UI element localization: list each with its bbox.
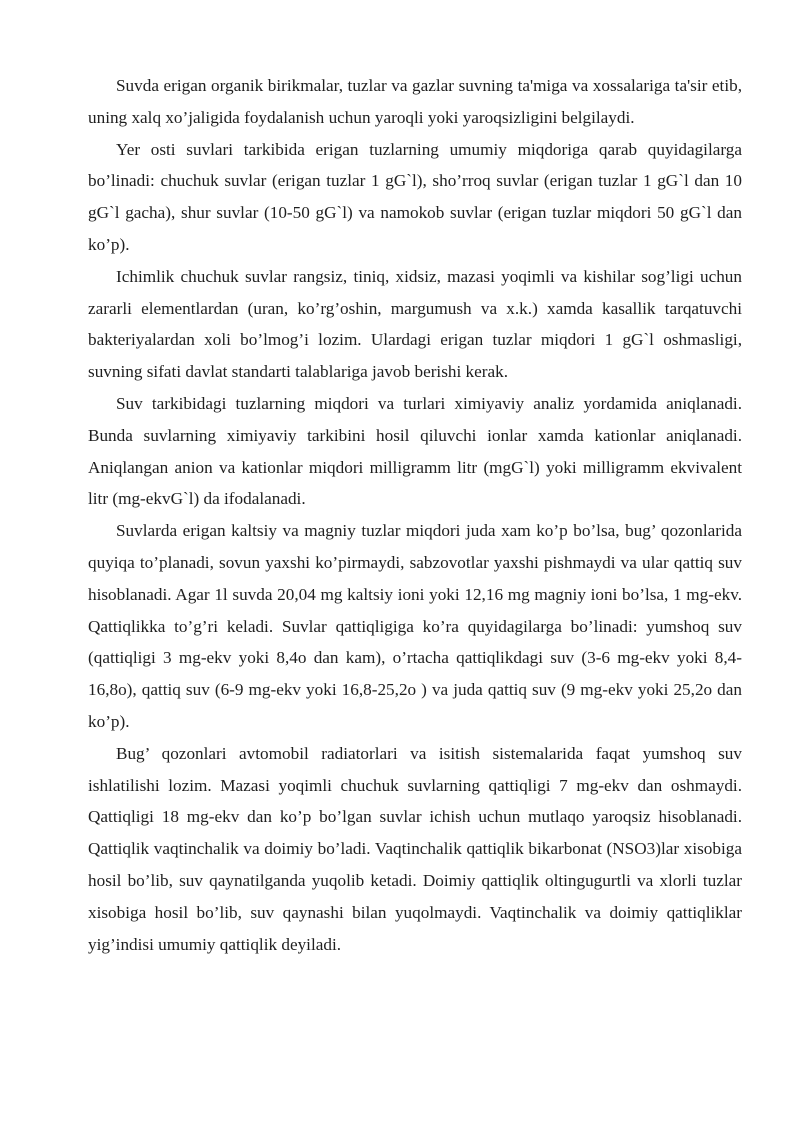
paragraph-organic-compounds: Suvda erigan organik birikmalar, tuzlar va gazlar suvning ta'miga va xossalariga ta'sir etib, uning xalq xo’jaligida foydalanish uchun yaroqli yoki yaroqsizligini belgilaydi. (88, 76, 742, 127)
paragraph-chemical-analysis: Suv tarkibidagi tuzlarning miqdori va turlari ximiyaviy analiz yordamida aniqlanadi. Bunda suvlarning ximiyaviy tarkibini hosil qiluvchi ionlar xamda kationlar aniqlanadi. Aniqlangan anion va kationlar miqdori milligramm litr (mgG`l) yoki milligramm ekvivalent litr (mg-ekvG`l) da ifodalanadi. (88, 393, 742, 509)
paragraph-hardness-types: Bug’ qozonlari avtomobil radiatorlari va isitish sistemalarida faqat yumshoq suv ishlatilishi lozim. Mazasi yoqimli chuchuk suvlarning qattiqligi 7 mg-ekv dan oshmaydi. Qattiqligi 18 mg-ekv dan ko’p bo’lgan suvlar ichish uchun mutlaqo yaroqsiz hisoblanadi. Qattiqlik vaqtinchalik va doimiy bo’ladi. Vaqtinchalik qattiqlik bikarbonat (NSO3)lar xisobiga hosil bo’lib, suv qaynatilganda yuqolib ketadi. Doimiy qattiqlik oltingugurtli va xlorli tuzlar xisobiga hosil bo’lib, suv qaynashi bilan yuqolmaydi. Vaqtinchalik va doimiy qattiqliklar yig’indisi umumiy qattiqlik deyiladi. (88, 743, 742, 954)
paragraph-drinking-water: Ichimlik chuchuk suvlar rangsiz, tiniq, xidsiz, mazasi yoqimli va kishilar sog’ligi uchun zararli elementlardan (uran, ko’rg’oshin, margumush va x.k.) xamda kasallik tarqatuvchi bakteriyalardan xoli bo’lmog’i lozim. Ulardagi erigan tuzlar miqdori 1 gG`l oshmasligi, suvning sifati davlat standarti talablariga javob berishi kerak. (88, 266, 742, 382)
paragraph-salinity-classes: Yer osti suvlari tarkibida erigan tuzlarning umumiy miqdoriga qarab quyidagilarga bo’linadi: chuchuk suvlar (erigan tuzlar 1 gG`l), sho’rroq suvlar (erigan tuzlar 1 gG`l dan 10 gG`l gacha), shur suvlar (10-50 gG`l) va namokob suvlar (erigan tuzlar miqdori 50 gG`l dan ko’p). (88, 139, 742, 254)
paragraph-water-hardness: Suvlarda erigan kaltsiy va magniy tuzlar miqdori juda xam ko’p bo’lsa, bug’ qozonlarida quyiqa to’planadi, sovun yaxshi ko’pirmaydi, sabzovotlar yaxshi pishmaydi va ular qattiq suv hisoblanadi. Agar 1l suvda 20,04 mg kaltsiy ioni yoki 12,16 mg magniy ioni bo’lsa, 1 mg-ekv. Qattiqlikka to’g’ri keladi. Suvlar qattiqligiga ko’ra quyidagilarga bo’linadi: yumshoq suv (qattiqligi 3 mg-ekv yoki 8,4o dan kam), o’rtacha qattiqlikdagi suv (3-6 mg-ekv yoki 8,4-16,8o), qattiq suv (6-9 mg-ekv yoki 16,8-25,2o ) va juda qattiq suv (9 mg-ekv yoki 25,2o dan ko’p). (88, 521, 742, 731)
document-page (88, 70, 742, 960)
